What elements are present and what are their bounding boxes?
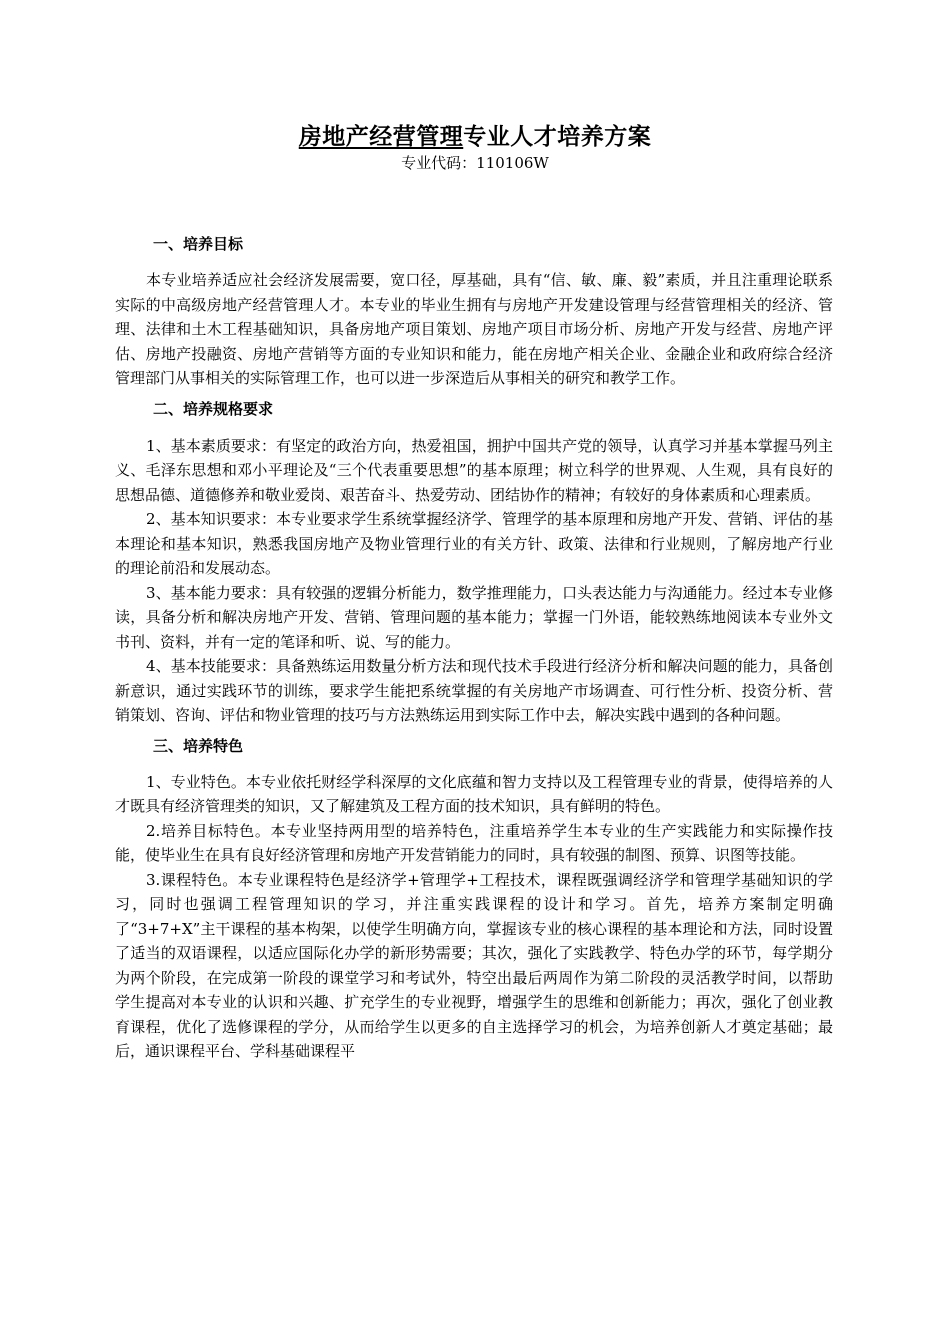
feature-paragraph-course: 3.课程特色。本专业课程特色是经济学+管理学+工程技术，课程既强调经济学和管理学基础知识的学习，同时也强调工程管理知识的学习，并注重实践课程的设计和学习。首先，培养方案制定明确了“3+7+X”主干课程的基本构架，以使学生明确方向，掌握该专业的核心课程的基本理论和方法，同时设置了适当的双语课程，以适应国际化办学的新形势需要；其次，强化了实践教学、特色办学的环节，每学期分为两个阶段，在完成第一阶段的课堂学习和考试外，特空出最后两周作为第二阶段的灵活教学时间，以帮助学生提高对本专业的认识和兴趣、扩充学生的专业视野，增强学生的思维和创新能力；再次，强化了创业教育课程，优化了选修课程的学分，从而给学生以更多的自主选择学习的机会，为培养创新人才奠定基础；最后，通识课程平台、学科基础课程平 <box>115 870 833 1060</box>
section-heading-features: 三、培养特色 <box>153 736 244 755</box>
major-code: 专业代码：110106W <box>401 154 549 172</box>
requirement-paragraph-quality: 1、基本素质要求：有坚定的政治方向，热爱祖国，拥护中国共产党的领导，认真学习并基本掌握马列主义、毛泽东思想和邓小平理论及“三个代表重要思想”的基本原理；树立科学的世界观、人生观，具有良好的思想品德、道德修养和敬业爱岗、艰苦奋斗、热爱劳动、团结协作的精神；有较好的身体素质和心理素质。 <box>115 436 833 504</box>
requirement-paragraph-skill: 4、基本技能要求：具备熟练运用数量分析方法和现代技术手段进行经济分析和解决问题的能力，具备创新意识，通过实践环节的训练，要求学生能把系统掌握的有关房地产市场调查、可行性分析、投资分析、营销策划、咨询、评估和物业管理的技巧与方法熟练运用到实际工作中去，解决实践中遇到的各种问题。 <box>115 657 833 724</box>
requirement-paragraph-ability: 3、基本能力要求：具有较强的逻辑分析能力，数学推理能力，口头表达能力与沟通能力。经过本专业修读，具备分析和解决房地产开发、营销、管理问题的基本能力；掌握一门外语，能较熟练地阅读本专业外文书刊、资料，并有一定的笔译和听、说、写的能力。 <box>115 583 833 651</box>
title-rest-part: 专业人才培养方案 <box>463 124 652 150</box>
requirement-paragraph-knowledge: 2、基本知识要求：本专业要求学生系统掌握经济学、管理学的基本原理和房地产开发、营销、评估的基本理论和基本知识，熟悉我国房地产及物业管理行业的有关方针、政策、法律和行业规则，了解房地产行业的理论前沿和发展动态。 <box>115 510 833 577</box>
section-heading-requirements: 二、培养规格要求 <box>153 399 274 418</box>
feature-paragraph-goal: 2.培养目标特色。本专业坚持两用型的培养特色，注重培养学生本专业的生产实践能力和实际操作技能，使毕业生在具有良好经济管理和房地产开发营销能力的同时，具有较强的制图、预算、识图等技能。 <box>115 821 833 864</box>
title-underlined-part: 房地产经营管理 <box>298 124 464 150</box>
page-title <box>0 120 950 154</box>
document-body <box>115 232 833 1064</box>
section-heading-goal: 一、培养目标 <box>153 235 244 253</box>
goal-paragraph: 本专业培养适应社会经济发展需要，宽口径，厚基础，具有“信、敏、廉、毅”素质，并且注重理论联系实际的中高级房地产经营管理人才。本专业的毕业生拥有与房地产开发建设管理与经营管理相关的经济、管理、法律和土木工程基础知识，具备房地产项目策划、房地产项目市场分析、房地产开发与经营、房地产评估、房地产投融资、房地产营销等方面的专业知识和能力，能在房地产相关企业、金融企业和政府综合经济管理部门从事相关的实际管理工作，也可以进一步深造后从事相关的研究和教学工作。 <box>115 271 833 387</box>
title-block <box>0 120 950 174</box>
feature-paragraph-major: 1、专业特色。本专业依托财经学科深厚的文化底蕴和智力支持以及工程管理专业的背景，使得培养的人才既具有经济管理类的知识，又了解建筑及工程方面的技术知识，具有鲜明的特色。 <box>115 772 833 815</box>
